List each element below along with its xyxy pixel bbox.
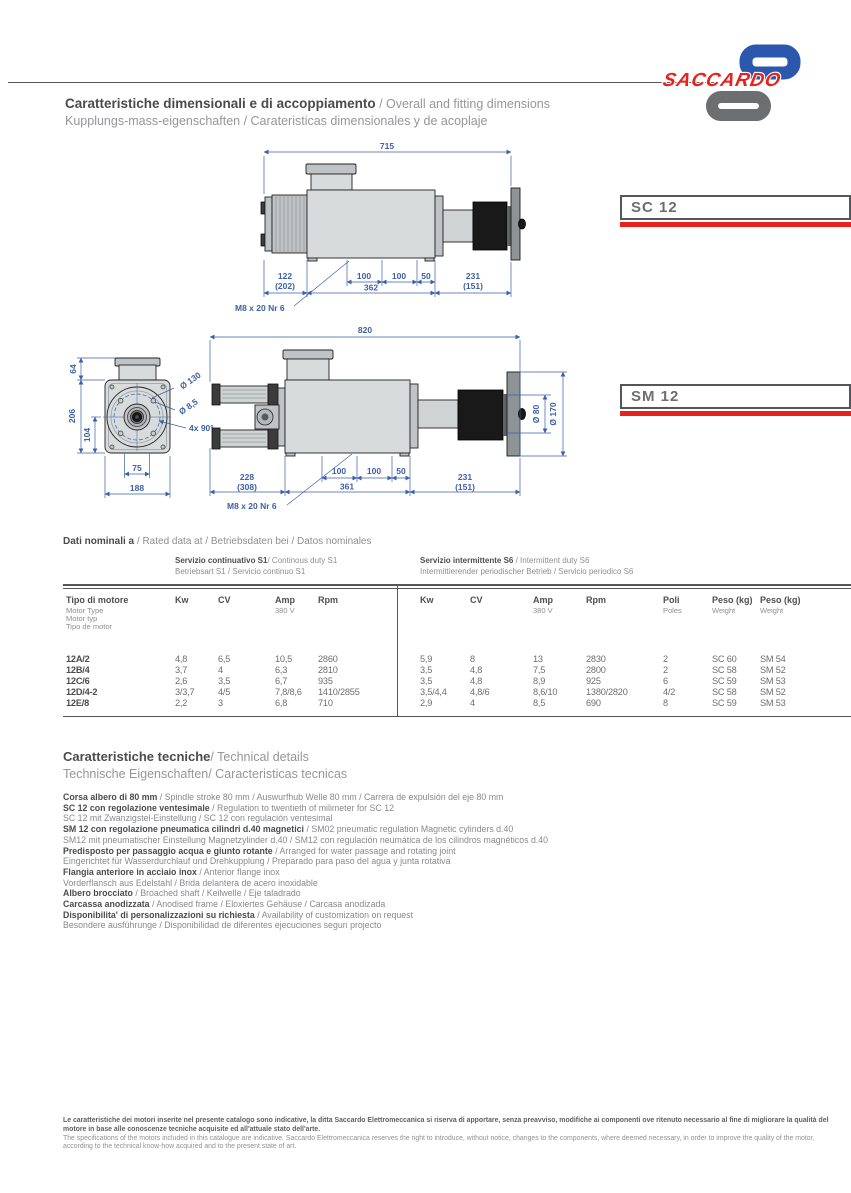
page-title <box>65 95 550 128</box>
dim-dia80: Ø 80 <box>531 404 541 424</box>
motor-type-cell: 12C/6 <box>66 676 90 686</box>
table-cell: 7,8/8,6 <box>275 687 302 697</box>
table-cell: 2800 <box>586 665 606 675</box>
dim-228: 228 <box>239 472 255 482</box>
table-cell: 1380/2820 <box>586 687 628 697</box>
dim-151: (151) <box>463 281 483 291</box>
table-cell: 3 <box>218 698 223 708</box>
technical-details-section <box>63 748 347 781</box>
table-row <box>63 654 851 665</box>
table-cell: 6,3 <box>275 665 288 675</box>
motor-type-cell: 12B/4 <box>66 665 90 675</box>
table-cell: 8,9 <box>533 676 546 686</box>
s1-label-bold: Servizio continuativo S1 <box>175 556 268 565</box>
thread-label: M8 x 20 Nr 6 <box>227 501 277 511</box>
drawing-sc12-side-view <box>232 140 532 318</box>
dim-100b: 100 <box>391 271 407 281</box>
col-amp-s6-sub: 380 V <box>533 606 553 615</box>
table-cell: 4,8/6 <box>470 687 490 697</box>
col-weight-sc-sub: Weight <box>712 606 736 615</box>
s6-label-rest: / Intermittent duty S6 <box>515 556 590 565</box>
col-amp-s6: Amp <box>533 595 553 605</box>
table-cell: 2,6 <box>175 676 188 686</box>
tech-line: Besondere ausführunge / Disponibilidad de diferentes ejecuciones segun projecto <box>63 920 382 931</box>
col-poles: Poli <box>663 595 680 605</box>
table-cell: 4,8 <box>470 665 483 675</box>
tech-line: Eingerichtet für Wasserdurchlauf und Drehkupplung / Preparado para paso del agua y junta rotativa <box>63 856 451 867</box>
dim-188: 188 <box>129 483 145 493</box>
col-cv-s1: CV <box>218 595 231 605</box>
col-weight-sc: Peso (kg) <box>712 595 753 605</box>
table-row <box>63 687 851 698</box>
dim-308: (308) <box>237 482 257 492</box>
tech-title-english: / Technical details <box>210 750 309 764</box>
s6-label-bold: Servizio intermittente S6 <box>420 556 516 565</box>
table-cell: 5,9 <box>420 654 433 664</box>
table-cell: SC 60 <box>712 654 737 664</box>
dim-361: 361 <box>339 481 355 492</box>
dim-100a: 100 <box>331 466 347 476</box>
rated-data-caption <box>63 536 372 547</box>
table-cell: 8 <box>470 654 475 664</box>
table-cell: 8,6/10 <box>533 687 558 697</box>
col-cv-s6: CV <box>470 595 483 605</box>
dim-202: (202) <box>275 281 295 291</box>
disclaimer-english: The specifications of the motors included in this catalogue are indicative. Saccardo Elettromeccanica reserves the right to introduce, without notice, changes to the components, where deemed necessary, in order to improve the quality of the motor, according to the technical know-how acquired and to the present state of art. <box>63 1134 815 1151</box>
motor-front-view <box>103 358 171 453</box>
table-cell: 6 <box>663 676 668 686</box>
table-cell: 4/2 <box>663 687 676 697</box>
table-cell: 3,5 <box>218 676 231 686</box>
table-cell: 6,8 <box>275 698 288 708</box>
sc12-red-underline <box>620 222 851 227</box>
col-type-de: Motor typ <box>66 614 98 623</box>
table-rows <box>63 654 851 714</box>
table-cell: 8 <box>663 698 668 708</box>
table-cell: 710 <box>318 698 333 708</box>
title-english: / Overall and fitting dimensions <box>375 97 550 111</box>
tech-lines <box>63 792 548 931</box>
col-poles-sub: Poles <box>663 606 682 615</box>
duty-s6-header <box>420 555 633 577</box>
dim-231: 231 <box>457 472 473 482</box>
dim-dia170: Ø 170 <box>548 402 558 426</box>
duty-s1-header <box>175 555 337 577</box>
table-cell: 2810 <box>318 665 338 675</box>
tech-line: Corsa albero di 80 mm / Spindle stroke 80 mm / Auswurfhub Welle 80 mm / Carrera de expulsión del eje 80 mm <box>63 792 504 802</box>
dim-dia85: Ø 8,5 <box>176 396 200 417</box>
dim-75: 75 <box>132 463 142 473</box>
dim-100b: 100 <box>366 466 382 476</box>
dim-104: 104 <box>82 427 92 443</box>
table-cell: 4 <box>218 665 223 675</box>
col-type-en: Motor Type <box>66 606 104 615</box>
thread-label: M8 x 20 Nr 6 <box>235 303 285 313</box>
dim-715: 715 <box>379 141 395 151</box>
dim-820: 820 <box>357 325 373 335</box>
table-cell: 935 <box>318 676 333 686</box>
sm12-label: SM 12 <box>620 384 851 409</box>
dim-50: 50 <box>421 271 431 281</box>
col-kw-s1: Kw <box>175 595 189 605</box>
table-cell: 925 <box>586 676 601 686</box>
col-type-it: Tipo di motore <box>66 595 129 605</box>
table-cell: SM 53 <box>760 698 786 708</box>
table-cell: 3/3,7 <box>175 687 195 697</box>
table-cell: SM 54 <box>760 654 786 664</box>
table-cell: SC 59 <box>712 698 737 708</box>
table-row <box>63 665 851 676</box>
title-line <box>65 95 550 113</box>
table-bottom-border <box>63 716 851 717</box>
ratings-table <box>63 553 851 721</box>
sc12-label-box <box>620 195 851 227</box>
table-cell: 6,5 <box>218 654 231 664</box>
table-row <box>63 676 851 687</box>
table-cell: 2,9 <box>420 698 433 708</box>
tech-line: SM 12 con regolazione pneumatica cilindri d.40 magnetici / SM02 pneumatic regulation Magnetic cylinders d.40 <box>63 824 514 835</box>
tech-title-italian: Caratteristiche tecniche <box>63 749 211 764</box>
col-kw-s6: Kw <box>420 595 434 605</box>
dim-206: 206 <box>67 408 77 424</box>
table-cell: 13 <box>533 654 543 664</box>
sm12-label-box <box>620 384 851 416</box>
dim-231: 231 <box>465 271 481 281</box>
table-cell: 4/5 <box>218 687 231 697</box>
table-cell: SC 58 <box>712 687 737 697</box>
rated-data-italian: Dati nominali a <box>63 536 137 547</box>
table-cell: 2,2 <box>175 698 188 708</box>
table-top-border <box>63 584 851 586</box>
footer-disclaimer <box>63 1117 831 1152</box>
dim-362: 362 <box>363 282 379 293</box>
header-divider <box>8 82 719 83</box>
logo-gray-shape <box>712 97 765 115</box>
col-weight-sm-sub: Weight <box>760 606 784 615</box>
col-rpm-s1: Rpm <box>318 595 338 605</box>
tech-line: Disponibilita' di personalizzazioni su richiesta / Availability of customization on request <box>63 909 414 920</box>
sm12-red-underline <box>620 411 851 416</box>
table-cell: SC 58 <box>712 665 737 675</box>
tech-line: SC 12 con regolazione ventesimale / Regulation to twentieth of milimeter for SC 12 <box>63 802 395 813</box>
motor-type-cell: 12D/4-2 <box>66 687 98 697</box>
table-cell: 3,5 <box>420 676 433 686</box>
table-cell: 7,5 <box>533 665 546 675</box>
table-cell: SC 59 <box>712 676 737 686</box>
tech-line: Flangia anteriore in acciaio inox / Anterior flange inox <box>63 866 280 877</box>
table-cell: 2 <box>663 654 668 664</box>
tech-line: Vorderflansch aus Edelstahl / Brida delantera de acero inoxidable <box>63 877 318 888</box>
table-cell: SM 52 <box>760 687 786 697</box>
tech-line: Carcassa anodizzata / Anodised frame / Eloxiertes Gehäuse / Carcasa anodizada <box>63 899 386 910</box>
table-cell: 10,5 <box>275 654 293 664</box>
s1-label-line2: Betriebsart S1 / Servicio continuo S1 <box>175 567 306 576</box>
motor-side-view-sm12 <box>212 350 526 456</box>
table-top-border-thin <box>63 588 851 589</box>
table-cell: 2860 <box>318 654 338 664</box>
col-weight-sm: Peso (kg) <box>760 595 801 605</box>
saccardo-logo <box>655 34 851 122</box>
table-cell: 690 <box>586 698 601 708</box>
col-rpm-s6: Rpm <box>586 595 606 605</box>
title-subtitle: Kupplungs-mass-eigenschaften / Carateristicas dimensionales y de acoplaje <box>65 114 488 128</box>
dim-100a: 100 <box>356 271 372 281</box>
title-italian: Caratteristiche dimensionali e di accoppiamento <box>65 96 376 111</box>
dim-151: (151) <box>455 482 475 492</box>
s6-label-line2: Intermittierender periodischer Betrieb / Servicio periodico S6 <box>420 567 634 576</box>
logo-text: SACCARDO <box>660 70 784 91</box>
motor-type-cell: 12E/8 <box>66 698 90 708</box>
table-cell: SM 53 <box>760 676 786 686</box>
table-cell: 8,5 <box>533 698 546 708</box>
tech-line: SM12 mit pneumatischer Einstellung Magnetzylinder d.40 / SM12 con regulación neumática de los cilindros magnéticos d.40 <box>63 834 549 845</box>
dim-50: 50 <box>396 466 406 476</box>
disclaimer-italian: Le caratteristiche dei motori inserite nel presente catalogo sono indicative, la ditta Saccardo Elettromeccanica si riserva di apportare, senza preavviso, modifiche ai componenti ove ritenuto necessario al fine di migliorare la qualità del motore in base alle conoscenze tecniche acquisite ed all'attuale stato dell'arte. <box>63 1117 829 1133</box>
dim-dia130: Ø 130 <box>177 369 203 392</box>
table-row <box>63 698 851 709</box>
col-type-es: Tipo de motor <box>66 622 112 631</box>
dim-64: 64 <box>68 364 78 374</box>
table-cell: 4,8 <box>470 676 483 686</box>
table-cell: SM 52 <box>760 665 786 675</box>
table-cell: 2 <box>663 665 668 675</box>
sc12-label: SC 12 <box>620 195 851 220</box>
table-cell: 3,5 <box>420 665 433 675</box>
dim-122: 122 <box>277 271 293 281</box>
s1-label-rest: / Continous duty S1 <box>267 556 338 565</box>
table-cell: 2830 <box>586 654 606 664</box>
tech-subtitle: Technische Eigenschaften/ Caracteristicas tecnicas <box>63 767 348 781</box>
tech-title-line <box>63 748 347 766</box>
tech-line: Predisposto per passaggio acqua e giunto rotante / Arranged for water passage and rotating joint <box>63 845 456 856</box>
table-cell: 4 <box>470 698 475 708</box>
col-amp-s1: Amp <box>275 595 295 605</box>
dim-angle: 4x 90° <box>189 423 214 433</box>
tech-line: SC 12 mit Zwanzigstel-Einstellung / SC 12 con regulación ventesimal <box>63 813 333 824</box>
motor-type-cell: 12A/2 <box>66 654 90 664</box>
motor-body-sc12 <box>261 164 526 261</box>
rated-data-translations: / Rated data at / Betriebsdaten bei / Datos nominales <box>136 536 372 547</box>
table-cell: 3,7 <box>175 665 188 675</box>
col-amp-s1-sub: 380 V <box>275 606 295 615</box>
drawing-sm12-views <box>55 322 615 522</box>
table-cell: 6,7 <box>275 676 288 686</box>
tech-line: Albero brocciato / Broached shaft / Keilwelle / Eje taladrado <box>63 888 301 899</box>
table-cell: 4,8 <box>175 654 188 664</box>
table-cell: 1410/2855 <box>318 687 360 697</box>
table-cell: 3,5/4,4 <box>420 687 447 697</box>
